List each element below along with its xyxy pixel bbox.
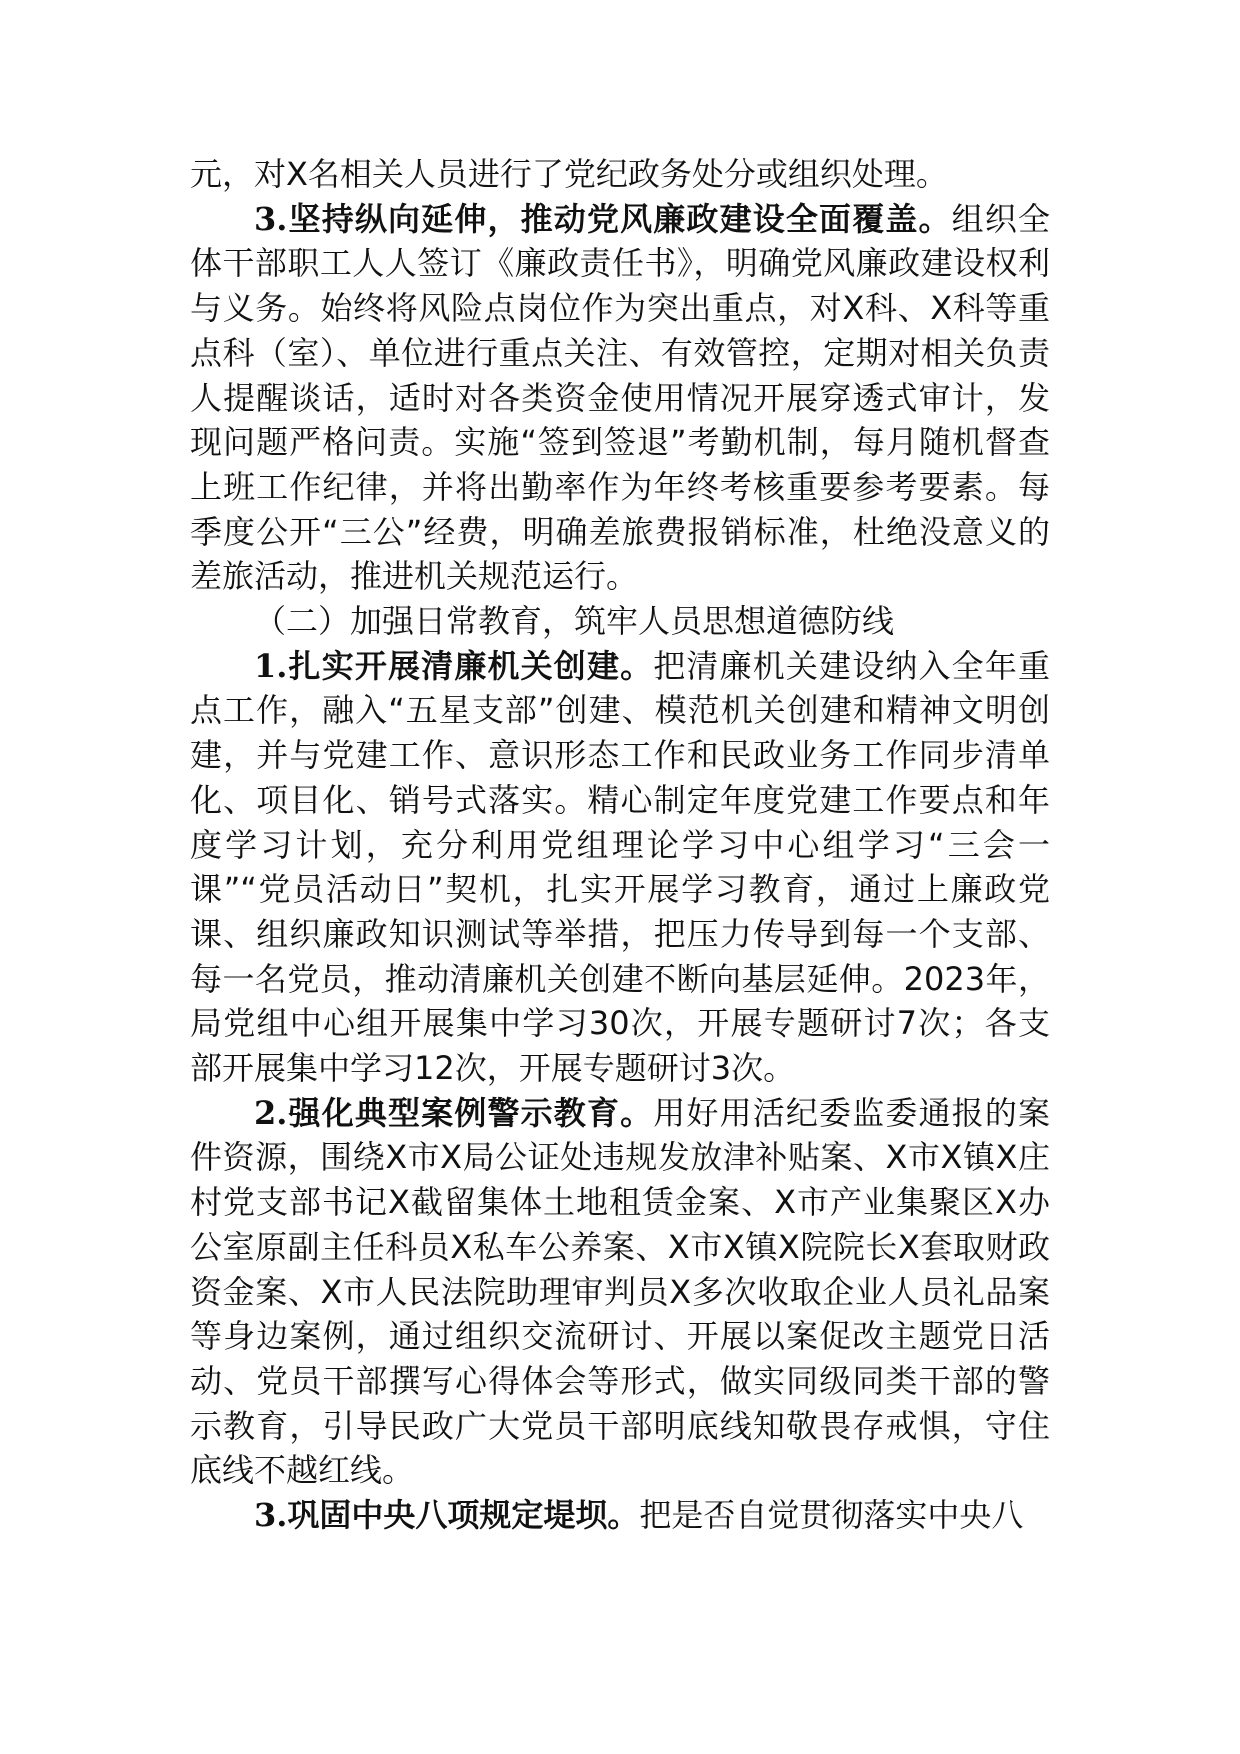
paragraph-continued [190, 152, 1050, 197]
paragraph-lead: 1.扎实开展清廉机关创建。 [254, 646, 654, 685]
document-page [190, 152, 1050, 1538]
paragraph-text: 组织全体干部职工人人签订《廉政责任书》，明确党风廉政建设权利与义务。始终将风险点岗位作为突出重点，对X科、X科等重点科（室）、单位进行重点关注、有效管控，定期对相关负责人提醒谈话，适时对各类资金使用情况开展穿透式审计，发现问题严格问责。实施“签到签退”考勤机制，每月随机督查上班工作纪律，并将出勤率作为年终考核重要参考要素。每季度公开“三公”经费，明确差旅费报销标准，杜绝没意义的差旅活动，推进机关规范运行。 [190, 199, 1050, 596]
paragraph-warning-education [190, 1091, 1050, 1493]
paragraph-text: 元，对X名相关人员进行了党纪政务处分或组织处理。 [190, 155, 948, 193]
paragraph-clean-organ [190, 644, 1050, 1091]
paragraph-eight-rules [190, 1493, 1050, 1538]
paragraph-lead: 3.巩固中央八项规定堤坝。 [254, 1496, 640, 1535]
paragraph-lead: 3.坚持纵向延伸，推动党风廉政建设全面覆盖。 [254, 199, 952, 238]
paragraph-vertical-extension [190, 197, 1050, 599]
section-heading: （二）加强日常教育，筑牢人员思想道德防线 [254, 602, 895, 641]
paragraph-text: 把清廉机关建设纳入全年重点工作，融入“五星支部”创建、模范机关创建和精神文明创建，并与党建工作、意识形态工作和民政业务工作同步清单化、项目化、销号式落实。精心制定年度党建工作要点和年度学习计划，充分利用党组理论学习中心组学习“三会一课”“党员活动日”契机，扎实开展学习教育，通过上廉政党课、组织廉政知识测试等举措，把压力传导到每一个支部、每一名党员，推动清廉机关创建不断向基层延伸。2023年，局党组中心组开展集中学习30次，开展专题研讨7次；各支部开展集中学习12次，开展专题研讨3次。 [190, 646, 1050, 1088]
paragraph-text: 把是否自觉贯彻落实中央八 [639, 1496, 1024, 1535]
paragraph-text: 用好用活纪委监委通报的案件资源，围绕X市X局公证处违规发放津补贴案、X市X镇X庄村党支部书记X截留集体土地租赁金案、X市产业集聚区X办公室原副主任科员X私车公养案、X市X镇X院院长X套取财政资金案、X市人民法院助理审判员X多次收取企业人员礼品案等身边案例，通过组织交流研讨、开展以案促改主题党日活动、党员干部撰写心得体会等形式，做实同级同类干部的警示教育，引导民政广大党员干部明底线知敬畏存戒惧，守住底线不越红线。 [190, 1093, 1050, 1490]
paragraph-lead: 2.强化典型案例警示教育。 [254, 1093, 654, 1132]
